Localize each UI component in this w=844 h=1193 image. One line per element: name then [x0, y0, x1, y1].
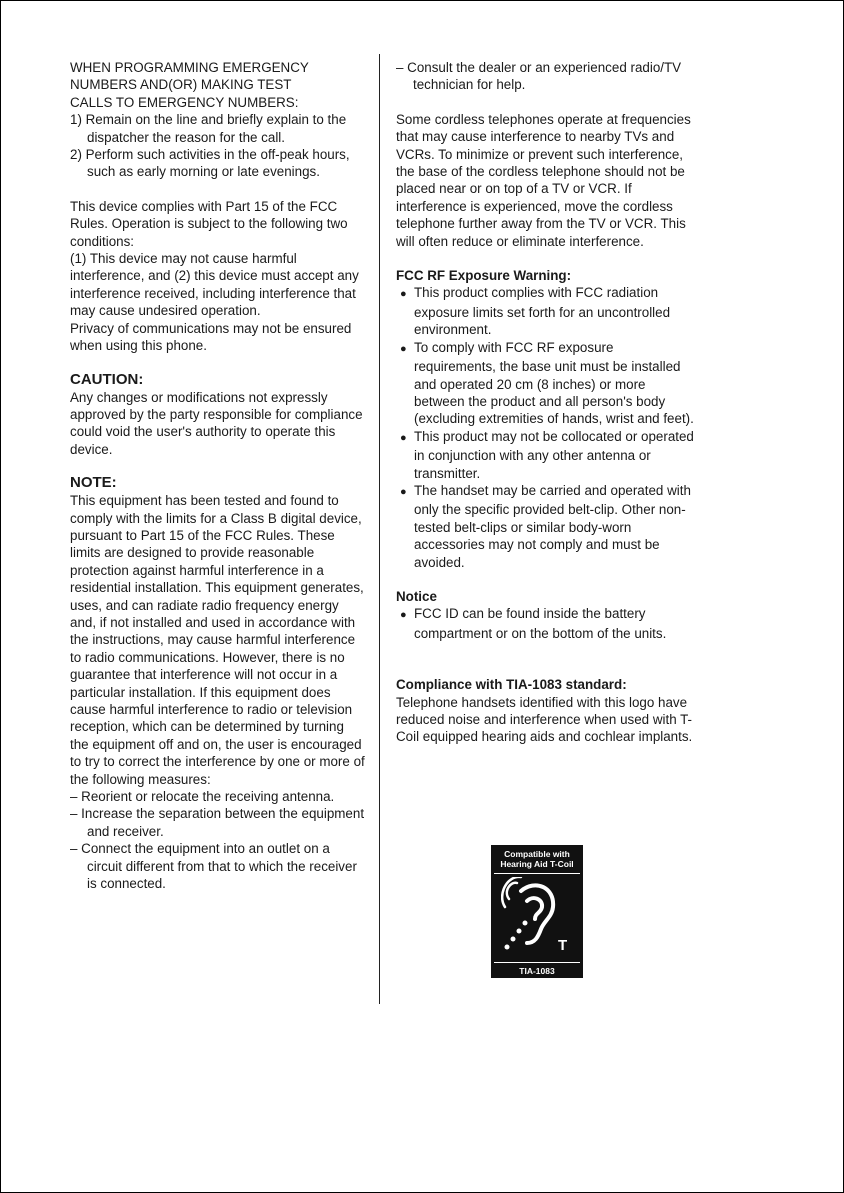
right-column [396, 59, 696, 746]
emergency-heading-line: CALLS TO EMERGENCY NUMBERS: [70, 94, 299, 110]
compliance-text: Telephone handsets identified with this logo have reduced noise and interference when used with T-Coil equipped hearing aids and cochlear implants. [396, 694, 693, 745]
measure-item: – Connect the equipment into an outlet on a circuit different from that to which the receiver is connected. [70, 841, 357, 892]
caution-text: Any changes or modifications not expressly approved by the party responsible for compliance could void the user's authority to operate this device. [70, 389, 363, 457]
emergency-step: 2) Perform such activities in the off-peak hours, such as early morning or late evenings. [70, 147, 350, 180]
compliance-heading: Compliance with TIA-1083 standard: [396, 677, 627, 693]
consult-measure: – Consult the dealer or an experienced radio/TV technician for help. [396, 60, 682, 93]
emergency-heading-line: WHEN PROGRAMMING EMERGENCY [70, 60, 309, 75]
rf-bullet: ● The handset may be carried and operated with only the specific provided belt-clip. Other non-tested belt-clips or similar body-worn accessories may not comply and must be avoided. [400, 482, 691, 570]
bullet-icon: ● [400, 609, 407, 622]
notice-heading: Notice [396, 588, 437, 604]
hearing-aid-logo [491, 845, 583, 978]
bullet-icon: ● [400, 485, 407, 498]
measure-item: – Reorient or relocate the receiving antenna. [70, 789, 335, 805]
rf-exposure-heading: FCC RF Exposure Warning: [396, 268, 572, 284]
note-text: This equipment has been tested and found to comply with the limits for a Class B digital device, pursuant to Part 15 of the FCC Rules. These limits are designed to provide reasonable protection against harmful interference in a residential installation. This equipment generates, uses, and can radiate radio frequency energy and, if not installed and used in accordance with the instructions, may cause harmful interference to radio communications. However, there is no guarantee that interference will not occur in a particular installation. If this equipment does cause harmful interference to radio or television reception, which can be determined by turning the equipment off and on, the user is encouraged to try to correct the interference by one or more of the following measures: [70, 493, 365, 787]
column-divider [379, 54, 380, 1004]
rf-bullet: ● This product may not be collocated or operated in conjunction with any other antenna or transmitter. [400, 428, 694, 481]
ear-icon [501, 877, 561, 955]
logo-bottom-label: TIA-1083 [519, 966, 555, 976]
logo-top-line: Hearing Aid T-Coil [500, 859, 574, 869]
logo-t-letter: T [558, 937, 568, 954]
notice-bullet: ● FCC ID can be found inside the battery compartment or on the bottom of the units. [400, 606, 667, 641]
note-heading: NOTE: [70, 474, 117, 492]
caution-heading: CAUTION: [70, 370, 144, 388]
privacy-statement: Privacy of communications may not be ensured when using this phone. [70, 320, 352, 354]
logo-top-line: Compatible with [504, 849, 570, 859]
rf-bullet: ● To comply with FCC RF exposure requirements, the base unit must be installed and operated 20 cm (8 inches) or more between the product and all person's body (excluding extremities of hands, wrist and feet). [400, 339, 694, 427]
fcc-conditions: (1) This device may not cause harmful interference, and (2) this device must accept any interference received, including interference that may cause undesired operation. [70, 251, 359, 319]
emergency-heading-line: NUMBERS AND(OR) MAKING TEST [70, 77, 292, 93]
cordless-interference-text: Some cordless telephones operate at frequencies that may cause interference to nearby TVs and VCRs. To minimize or prevent such interference, the base of the cordless telephone should not be placed near or on top of a TV or VCR. If interference is experienced, move the cordless telephone further away from the TV or VCR. This will often reduce or eliminate interference. [396, 111, 691, 249]
bullet-icon: ● [400, 288, 407, 301]
rf-bullet: ● This product complies with FCC radiation exposure limits set forth for an uncontrolled environment. [400, 285, 671, 338]
emergency-step: 1) Remain on the line and briefly explain to the dispatcher the reason for the call. [70, 112, 347, 145]
bullet-icon: ● [400, 342, 407, 355]
left-column [70, 59, 366, 892]
bullet-icon: ● [400, 431, 407, 444]
fcc-compliance-paragraph: This device complies with Part 15 of the FCC Rules. Operation is subject to the following two conditions: [70, 198, 348, 249]
measure-item: – Increase the separation between the equipment and receiver. [70, 806, 365, 839]
